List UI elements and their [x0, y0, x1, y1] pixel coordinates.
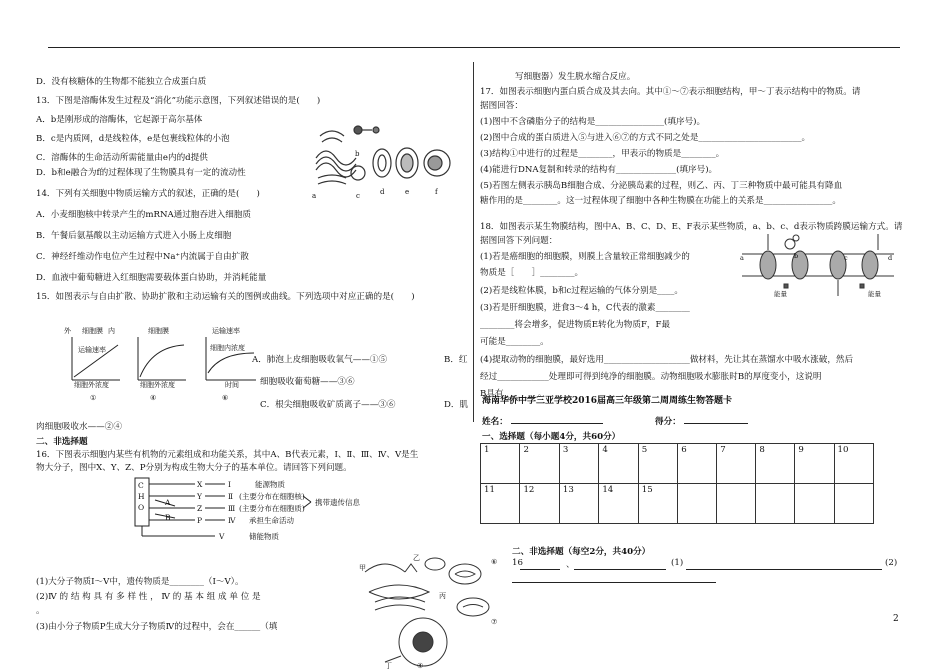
macromolecule-diagram	[125, 472, 400, 562]
q18-sub-4b: 经过____________处理即可得到纯净的细胞膜。动物细胞吸水膨胀时B的厚度变小，这说明	[480, 372, 822, 382]
label-a: a	[312, 192, 317, 200]
graph2-label-membrane: 细胞膜	[148, 327, 169, 335]
answer-cell[interactable]: 2	[520, 444, 559, 484]
answer-cell[interactable]: 7	[717, 444, 756, 484]
page-number: 2	[893, 614, 899, 624]
q18-sub-4c: B具有________。	[480, 389, 547, 399]
q16-sub-2b: 。	[36, 606, 45, 616]
answer-cell[interactable]: 15	[638, 484, 677, 524]
protein-synthesis-figure	[355, 552, 505, 670]
q15-option-b-head: B．红	[444, 355, 468, 365]
answer-cell[interactable]: 12	[520, 484, 559, 524]
section-2-heading: 二、非选择题	[36, 437, 88, 447]
graph1-label-out: 外	[64, 327, 71, 335]
answer-16-line-d[interactable]	[512, 573, 716, 583]
answer-cell[interactable]: 4	[599, 444, 638, 484]
q17-label-jia: 甲	[359, 564, 366, 572]
score-input-line[interactable]	[684, 414, 748, 424]
func-5: 储能物质	[249, 532, 279, 541]
q17-sub-5a: (5)若图左侧表示胰岛B细胞合成、分泌胰岛素的过程，则乙、丙、丁三种物质中最可能具有降血	[480, 181, 843, 191]
q17-label-ding: 丁	[385, 662, 392, 670]
unit-y: Y	[197, 492, 202, 501]
answer-16-line-b[interactable]	[574, 560, 666, 570]
q17-stem-1: 17．如图表示细胞内蛋白质合成及其去向。其中①～⑦表示细胞结构，甲～丁表示结构中的物质。请	[480, 87, 861, 97]
q18-stem-2: 据图回答下列问题：	[480, 236, 558, 246]
elements-o: O	[138, 503, 145, 512]
q17-label-7: ⑦	[491, 618, 498, 626]
graph-label-time: 时间	[225, 381, 239, 389]
answer-row-2	[481, 484, 874, 524]
graph-num-4: ④	[150, 394, 157, 402]
graph-num-1: ①	[90, 394, 97, 402]
energy-label-2: 能量	[868, 290, 881, 298]
graph1-label-membrane: 细胞膜	[82, 327, 103, 335]
name-label-text: 姓名：	[482, 417, 508, 427]
answer-cell[interactable]: 13	[559, 484, 598, 524]
label-b-lower: b	[794, 252, 799, 260]
q17-label-yi: 乙	[413, 554, 420, 562]
answer-cell[interactable]: 9	[795, 444, 834, 484]
lysosome-figure	[310, 118, 460, 200]
answer-card-title: 海南华侨中学三亚学校2016届高三年级第二周周练生物答题卡	[482, 396, 733, 406]
graph-label-rate-1: 运输速率	[78, 346, 106, 354]
q17-sub-3: (3)结构①中进行的过程是________，甲表示的物质是________。	[480, 149, 725, 159]
unit-z: Z	[197, 504, 203, 513]
q13-stem: 13．下图是溶酶体发生过程及“消化”功能示意图，下列叙述错误的是( )	[36, 96, 321, 106]
answer-cell[interactable]: 10	[834, 444, 874, 484]
q17-sub-5b: 糖作用的是________。这一过程体现了细胞中各种生物膜在功能上的关系是________________。	[480, 196, 841, 206]
answer-16-line-a[interactable]	[520, 560, 560, 570]
q14-stem: 14．下列有关细胞中物质运输方式的叙述，正确的是( )	[36, 189, 260, 199]
answer-cell[interactable]: 3	[559, 444, 598, 484]
q16-stem-2: 物大分子，图中X、Y、Z、P分别为构成生物大分子的基本单位。请回答下列问题。	[36, 463, 352, 473]
q13-option-a: A．b是刚形成的溶酶体，它起源于高尔基体	[36, 115, 203, 125]
label-c-lower: c	[844, 254, 848, 262]
q15-option-a: A．肺泡上皮细胞吸收氧气——①⑤	[252, 355, 388, 365]
answer-row-1	[481, 444, 874, 484]
answer-cell[interactable]: 5	[638, 444, 677, 484]
q12-option-d: D．没有核糖体的生物都不能独立合成蛋白质	[36, 77, 207, 87]
q16-sub-3: (3)由小分子物质P生成大分子物质Ⅳ的过程中，会在______（填	[36, 622, 278, 632]
answer-16-part1: (1)	[671, 558, 684, 568]
q15-stem: 15．如图表示与自由扩散、协助扩散和主动运输有关的图例或曲线。下列选项中对应正确的是( )	[36, 292, 415, 302]
q18-sub-2: (2)若是线粒体膜，b和c过程运输的气体分别是____。	[480, 286, 683, 296]
label-e: e	[405, 188, 410, 196]
q14-option-d: D．血液中葡萄糖进入红细胞需要载体蛋白协助，并消耗能量	[36, 273, 267, 283]
answer-cell[interactable]	[756, 484, 795, 524]
graph1-label-in: 内	[108, 327, 115, 335]
q16-stem-1: 16．下图表示细胞内某些有机物的元素组成和功能关系，其中A、B代表元素，Ⅰ、Ⅱ、Ⅲ、Ⅳ、Ⅴ是生	[36, 450, 419, 460]
answer-16-part2: (2)	[885, 558, 898, 568]
answer-cell[interactable]	[795, 484, 834, 524]
q16-continuation: 写细胞器）发生脱水缩合反应。	[515, 72, 636, 82]
label-d: d	[380, 188, 385, 196]
score-label	[655, 414, 748, 427]
answer-cell[interactable]: 14	[599, 484, 638, 524]
macro-1: Ⅰ	[228, 480, 231, 489]
q15-option-c: C．根尖细胞吸收矿质离子——③⑥	[260, 400, 396, 410]
nonchoice-section-heading: 二、非选择题（每空2分，共40分）	[512, 547, 651, 557]
graph3-label-rate: 运输速率	[212, 327, 240, 335]
choice-section-heading: 一、选择题（每小题4分，共60分）	[482, 432, 621, 442]
graph-num-6: ⑥	[222, 394, 229, 402]
unit-p: P	[197, 516, 203, 525]
q18-sub-3c: 可能是________。	[480, 337, 549, 347]
q18-sub-3b: ________将会增多，促进物质E转化为物质F，F最	[480, 320, 671, 330]
elements-h: H	[138, 492, 145, 501]
q15-option-d-head: D．肌	[444, 400, 469, 410]
q18-sub-3a: (3)若是肝细胞膜，进食3～4 h，C代表的激素________	[480, 303, 690, 313]
q14-option-c: C．神经纤维动作电位产生过程中Na⁺内流属于自由扩散	[36, 252, 249, 262]
answer-16-sep: 、	[566, 560, 575, 570]
func-2: (主要分布在细胞核)	[239, 492, 305, 501]
q17-label-4: ④	[417, 662, 424, 670]
name-input-line[interactable]	[511, 414, 603, 424]
func-1: 能源物质	[255, 480, 285, 489]
label-d-lower: d	[888, 254, 893, 262]
label-a-lower: a	[740, 254, 744, 262]
label-b: b	[355, 150, 360, 158]
transport-graphs	[60, 325, 260, 403]
graph3-label-inner: 细胞内浓度	[210, 344, 245, 352]
q15-option-b: 细胞吸收葡萄糖——③⑥	[260, 377, 355, 387]
q18-sub-1a: (1)若是癌细胞的细胞膜，则膜上含量较正常细胞减少的	[480, 252, 690, 262]
q17-sub-4: (4)能进行DNA复制和转录的结构有______________(填序号)。	[480, 165, 718, 175]
membrane-figure	[738, 230, 898, 300]
q16-sub-2: (2)Ⅳ 的 结 构 具 有 多 样 性 ， Ⅳ 的 基 本 组 成 单 位 是	[36, 592, 261, 602]
q13-option-d: D．b和e融合为f的过程体现了生物膜具有一定的流动性	[36, 168, 246, 178]
answer-cell[interactable]	[678, 484, 717, 524]
q14-option-b: B．午餐后氨基酸以主动运输方式进入小肠上皮细胞	[36, 231, 232, 241]
answer-cell[interactable]: 8	[756, 444, 795, 484]
element-b-label: B	[165, 513, 171, 522]
answer-16-number: 16	[512, 558, 523, 568]
q17-label-bing: 丙	[439, 592, 446, 600]
q13-option-b: B．c是内质网，d是线粒体，e是包裹线粒体的小泡	[36, 134, 230, 144]
macro-4: Ⅳ	[228, 516, 236, 525]
answer-cell[interactable]: 1	[481, 444, 520, 484]
answer-grid	[480, 443, 874, 524]
macro-3: Ⅲ	[228, 504, 236, 513]
answer-cell[interactable]	[834, 484, 874, 524]
energy-label-1: 能量	[774, 290, 787, 298]
name-label	[482, 414, 603, 427]
graph-label-conc-2: 细胞外浓度	[140, 381, 175, 389]
q17-sub-2: (2)图中合成的蛋白质进入⑤与进入⑥⑦的方式不同之处是________________________。	[480, 133, 811, 143]
answer-cell[interactable]	[717, 484, 756, 524]
q14-option-a: A．小麦细胞核中转录产生的mRNA通过胞吞进入细胞质	[36, 210, 252, 220]
side-label: 携带遗传信息	[315, 498, 360, 507]
func-4: 承担生命活动	[249, 516, 294, 525]
elements-label: C	[138, 481, 144, 490]
q17-label-6: ⑥	[491, 558, 498, 566]
graph-label-conc-1: 细胞外浓度	[74, 381, 109, 389]
answer-16-line-c[interactable]	[686, 560, 882, 570]
q17-stem-2: 据图回答：	[480, 101, 523, 111]
q16-sub-1: (1)大分子物质Ⅰ～Ⅴ中，遗传物质是________（Ⅰ～Ⅴ）。	[36, 577, 244, 587]
q18-sub-1b: 物质是［ ］________。	[480, 268, 584, 278]
answer-cell[interactable]: 11	[481, 484, 520, 524]
header-rule	[48, 47, 900, 48]
func-3: (主要分布在细胞质)	[239, 504, 305, 513]
label-c: c	[356, 192, 360, 200]
element-a-label: A	[165, 498, 171, 507]
q18-sub-4a: (4)提取动物的细胞膜，最好选用____________________做材料，先让其在蒸馏水中吸水涨破，然后	[480, 355, 854, 365]
label-f: f	[435, 188, 438, 196]
q17-sub-1: (1)图中不含磷脂分子的结构是________________(填序号)。	[480, 117, 706, 127]
q18-stem-1: 18．如图表示某生物膜结构，图中A、B、C、D、E、F表示某些物质，a、b、c、d表示物质跨膜运输方式。请	[480, 222, 903, 232]
column-divider	[473, 62, 474, 422]
score-label-text: 得分：	[655, 417, 681, 427]
q15-option-d: 肉细胞吸收水——②④	[36, 422, 122, 432]
unit-x: X	[197, 480, 203, 489]
answer-cell[interactable]: 6	[678, 444, 717, 484]
q13-option-c: C．溶酶体的生命活动所需能量由e内的d提供	[36, 153, 208, 163]
macro-2: Ⅱ	[228, 492, 234, 501]
macro-5: Ⅴ	[219, 532, 225, 541]
